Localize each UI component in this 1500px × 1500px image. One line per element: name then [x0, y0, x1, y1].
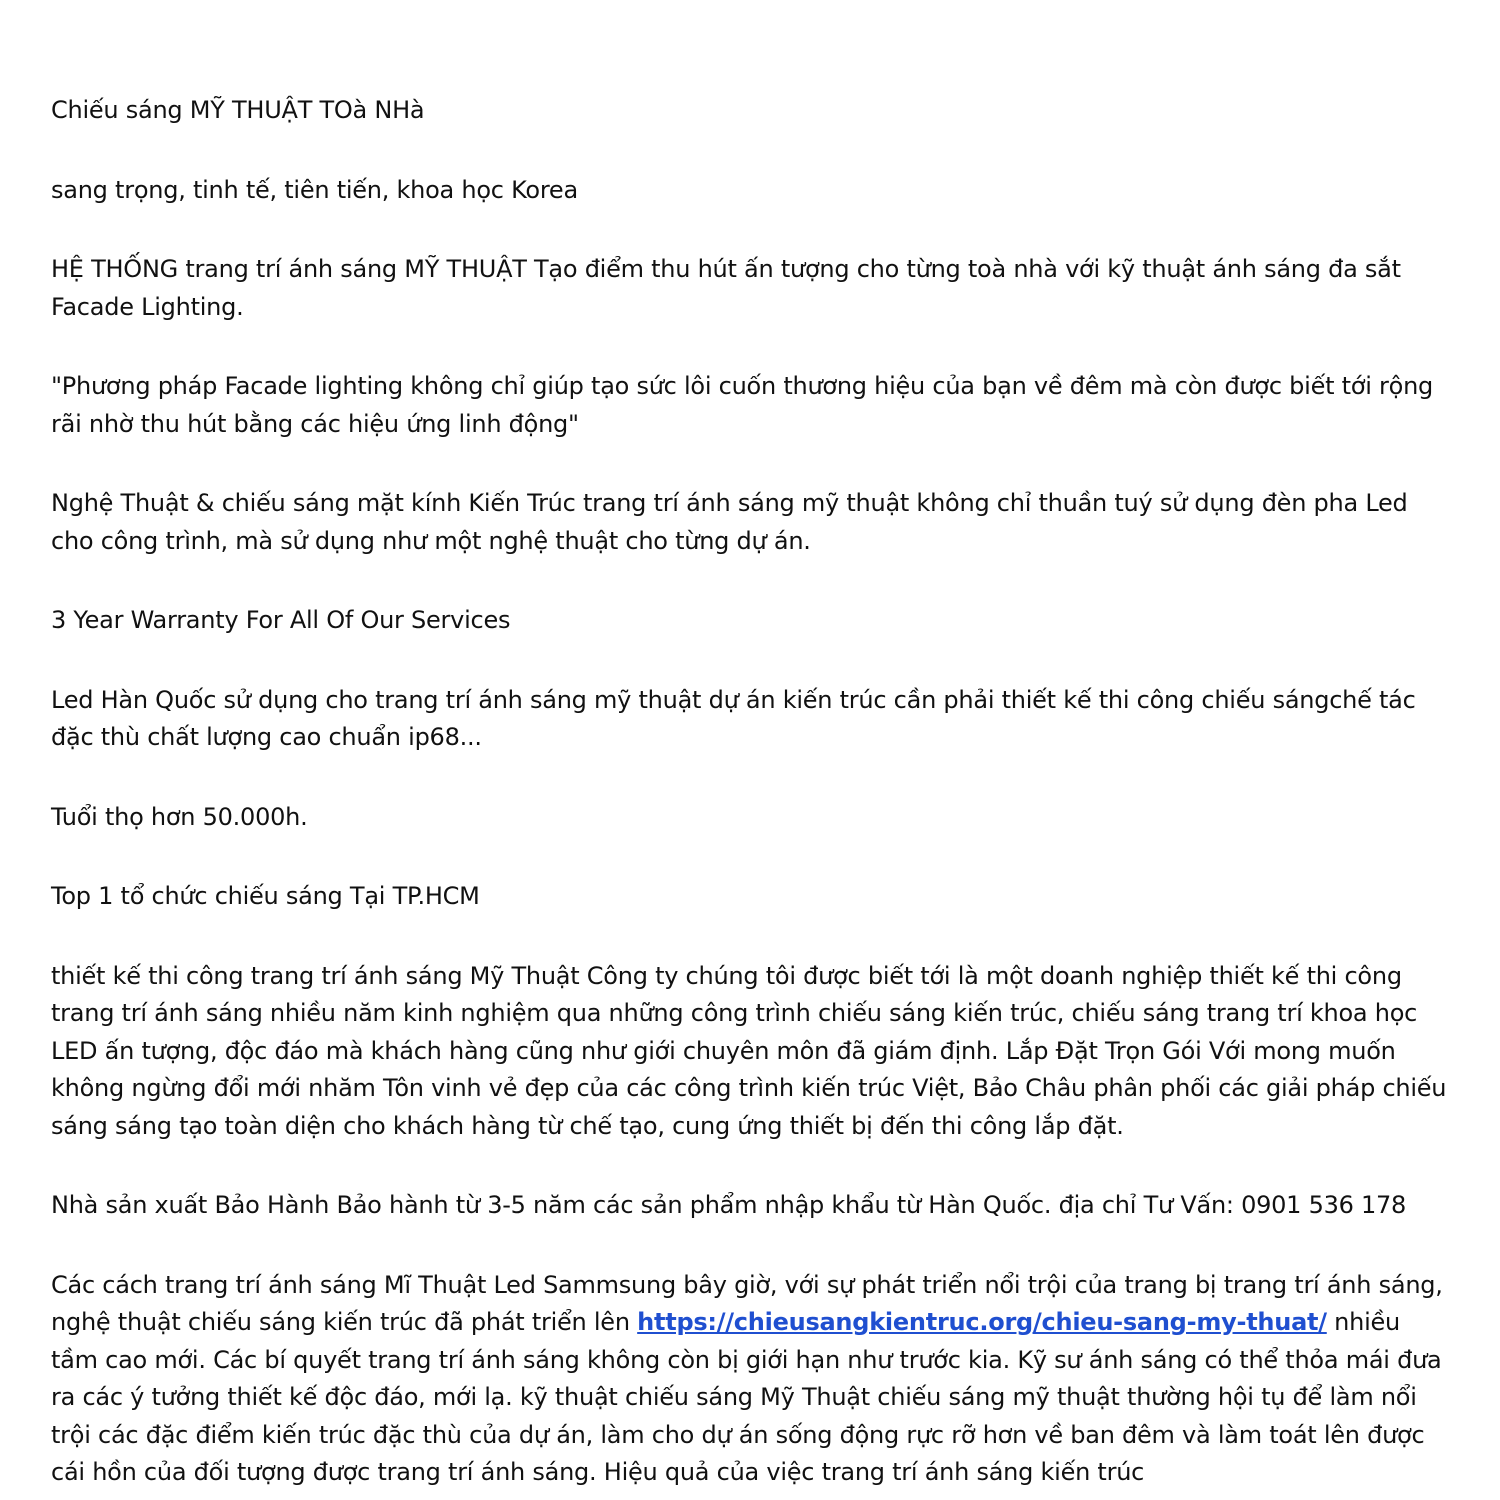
led-korea-paragraph: Led Hàn Quốc sử dụng cho trang trí ánh sáng mỹ thuật dự án kiến trúc cần phải thiết kế thi công chiếu sángchế tác đặc thù chất lượng cao chuẩn ip68...	[51, 685, 1416, 751]
lighting-methods-text-after: nhiều tầm cao mới. Các bí quyết trang trí ánh sáng không còn bị giới hạn như trước kia. Kỹ sư ánh sáng có thể thỏa mái đưa ra các ý tưởng thiết kế độc đáo, mới lạ. kỹ thuật chiếu sáng Mỹ Thuật chiếu sáng mỹ thuật thường hội tụ để làm nổi trội các đặc điểm kiến trúc đặc thù của dự án, làm cho dự án sống động rực rỡ hơn về ban đêm và làm toát lên được cái hồn của đối tượng được trang trí ánh sáng. Hiệu quả của việc trang trí ánh sáng kiến trúc	[51, 1308, 1442, 1486]
website-link[interactable]: https://chieusangkientruc.org/chieu-sang-my-thuat/	[637, 1308, 1327, 1336]
tagline-paragraph: sang trọng, tinh tế, tiên tiến, khoa học Korea	[51, 175, 578, 204]
quote-paragraph: "Phương pháp Facade lighting không chỉ giúp tạo sức lôi cuốn thương hiệu của bạn về đêm mà còn được biết tới rộng rãi nhờ thu hút bằng các hiệu ứng linh động"	[51, 372, 1434, 438]
lighting-methods-paragraph	[51, 1267, 1450, 1492]
company-paragraph: thiết kế thi công trang trí ánh sáng Mỹ Thuật Công ty chúng tôi được biết tới là một doanh nghiệp thiết kế thi công trang trí ánh sáng nhiều năm kinh nghiệm qua những công trình chiếu sáng kiến trúc, chiếu sáng trang trí khoa học LED ấn tượng, độc đáo mà khách hàng cũng như giới chuyên môn đã giám định. Lắp Đặt Trọn Gói Với mong muốn không ngừng đổi mới nhăm Tôn vinh vẻ đẹp của các công trình kiến trúc Việt, Bảo Châu phân phối các giải pháp chiếu sáng sáng tạo toàn diện cho khách hàng từ chế tạo, cung ứng thiết bị đến thi công lắp đặt.	[51, 961, 1447, 1140]
lighting-methods-text-before: Các cách trang trí ánh sáng Mĩ Thuật Led Sammsung bây giờ, với sự phát triển nổi trội của trang bị trang trí ánh sáng, nghệ thuật chiếu sáng kiến trúc đã phát triển lên	[51, 1270, 1443, 1336]
lifespan-paragraph: Tuổi thọ hơn 50.000h.	[51, 802, 308, 831]
heading-paragraph: Chiếu sáng MỸ THUẬT TOà NHà	[51, 96, 425, 124]
warranty-paragraph: 3 Year Warranty For All Of Our Services	[51, 606, 511, 634]
art-paragraph: Nghệ Thuật & chiếu sáng mặt kính Kiến Trúc trang trí ánh sáng mỹ thuật không chỉ thuần tuý sử dụng đèn pha Led cho công trình, mà sử dụng như một nghệ thuật cho từng dự án.	[51, 489, 1408, 555]
manufacturer-paragraph: Nhà sản xuất Bảo Hành Bảo hành từ 3-5 năm các sản phẩm nhập khẩu từ Hàn Quốc. địa chỉ Tư Vấn: 0901 536 178	[51, 1191, 1407, 1219]
top1-paragraph: Top 1 tổ chức chiếu sáng Tại TP.HCM	[51, 882, 480, 910]
system-paragraph: HỆ THỐNG trang trí ánh sáng MỸ THUẬT Tạo điểm thu hút ấn tượng cho từng toà nhà với kỹ thuật ánh sáng đa sắt Facade Lighting.	[51, 255, 1401, 321]
